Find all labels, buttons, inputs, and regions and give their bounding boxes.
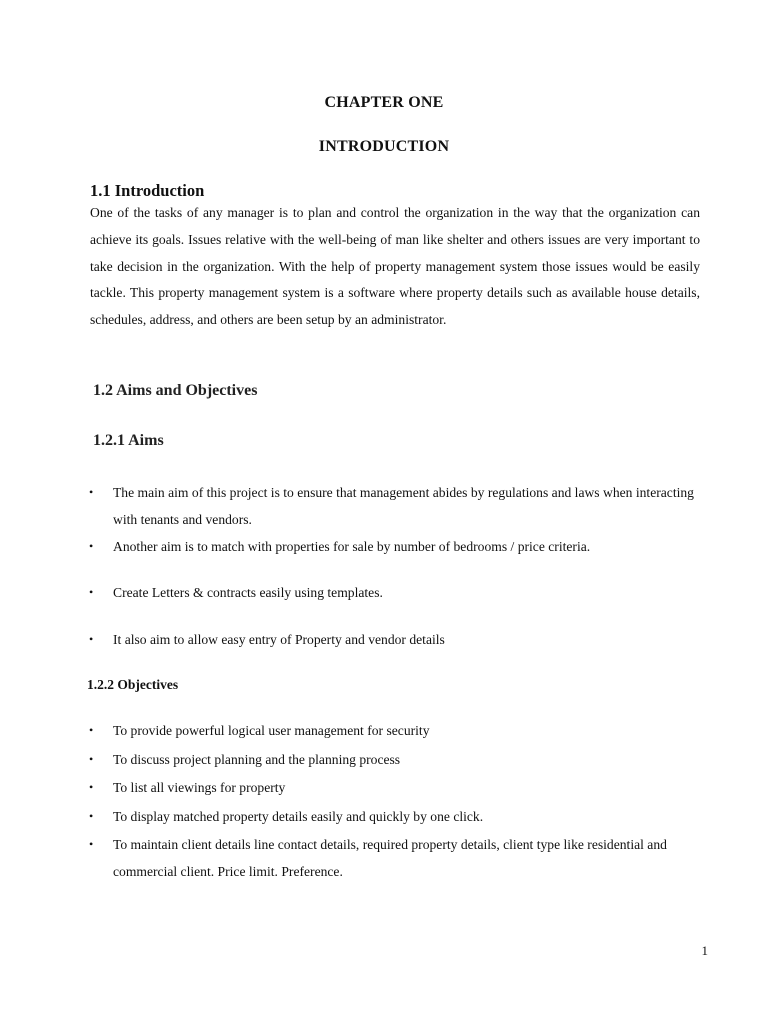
list-item-text: The main aim of this project is to ensure that management abides by regulations and laws when interacting with tenants and vendors. [113, 485, 694, 527]
section-heading-introduction: 1.1 Introduction [90, 181, 205, 200]
list-item-text: To display matched property details easily and quickly by one click. [113, 809, 484, 824]
list-item-text: To maintain client details line contact details, required property details, client type like residential and commercial client. Price limit. Preference. [113, 837, 667, 879]
bullet-icon: • [89, 585, 94, 599]
section-heading-aims: 1.2.1 Aims [93, 432, 164, 449]
bullet-icon: • [89, 752, 94, 766]
section-heading-aims-objectives: 1.2 Aims and Objectives [93, 382, 258, 399]
page-number: 1 [701, 943, 708, 958]
bullet-icon: • [89, 809, 94, 823]
chapter-title: CHAPTER ONE [324, 94, 444, 111]
section-heading-objectives: 1.2.2 Objectives [87, 677, 179, 692]
list-item-text: To discuss project planning and the planning process [113, 752, 401, 767]
bullet-icon: • [89, 837, 94, 851]
list-item-text: Another aim is to match with properties for sale by number of bedrooms / price criteria. [113, 539, 591, 554]
intro-paragraph: One of the tasks of any manager is to plan and control the organization in the way that the organization can achieve its goals. Issues relative with the well-being of man like shelter and others issues are very important to take decision in the organization. With the help of property management system those issues would be easily tackle. This property management system is a software where property details such as available house details, schedules, address, and others are been setup by an administrator. [90, 205, 700, 328]
bullet-icon: • [89, 723, 94, 737]
list-item-text: Create Letters & contracts easily using templates. [113, 585, 383, 600]
bullet-icon: • [89, 632, 94, 646]
list-item-text: To provide powerful logical user management for security [113, 723, 430, 738]
list-item-text: To list all viewings for property [113, 780, 286, 795]
intro-title: INTRODUCTION [318, 138, 450, 155]
bullet-icon: • [89, 485, 94, 499]
list-item-text: It also aim to allow easy entry of Property and vendor details [113, 632, 445, 647]
bullet-icon: • [89, 780, 94, 794]
bullet-icon: • [89, 539, 94, 553]
